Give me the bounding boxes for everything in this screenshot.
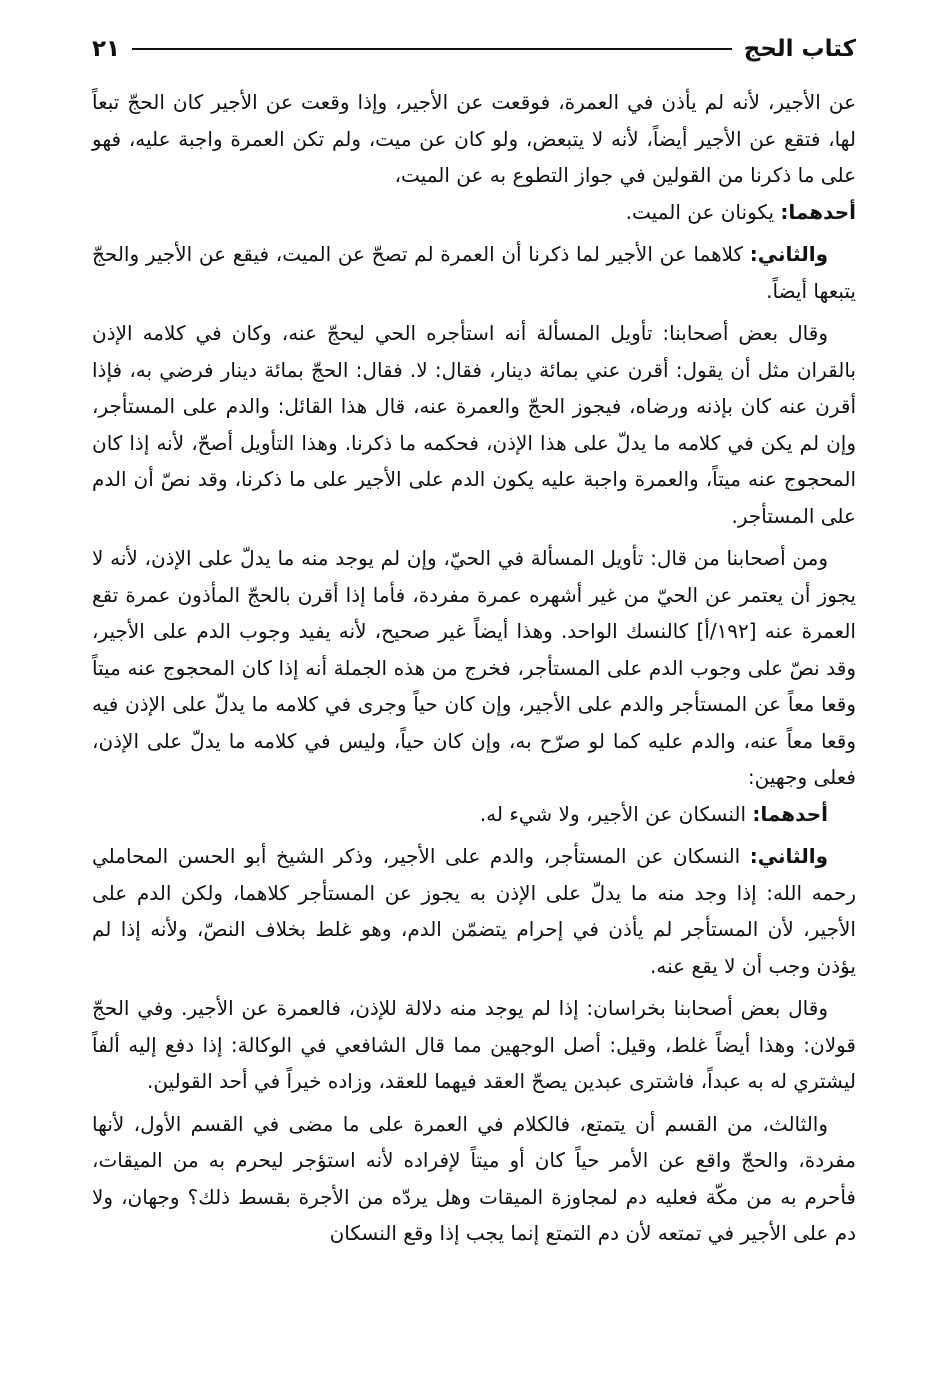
paragraph-text: وقال بعض أصحابنا: تأويل المسألة أنه استأجره الحي ليحجّ عنه، وكان في كلامه الإذن بالقران مثل أن يقول: أقرن عني بمائة دينار، فقال: لا. فقال: الحجّ بمائة دينار فرضي به، فإذا أقرن عنه كان بإذنه ورضاه، فيجوز الحجّ والعمرة عنه، قال هذا القائل: والدم على المستأجر، وإن لم يكن في كلامه ما يدلّ على هذا الإذن، فحكمه ما ذكرنا. وهذا التأويل أصحّ، لأنه إذا كان المحجوج عنه ميتاً، والعمرة واجبة عليه يكون الدم على الأجير على ما ذكرنا، وقد نصّ أن الدم على المستأجر. bbox=[92, 321, 856, 528]
page-number: ٢١ bbox=[92, 36, 121, 62]
paragraph-lead: والثاني: bbox=[749, 844, 828, 868]
paragraph-text: يكونان عن الميت. bbox=[625, 199, 781, 224]
running-header bbox=[92, 28, 856, 70]
paragraph bbox=[92, 84, 856, 194]
paragraph bbox=[92, 540, 856, 796]
paragraph-lead: أحدهما: bbox=[780, 199, 856, 224]
paragraph-text: ومن أصحابنا من قال: تأويل المسألة في الحيّ، وإن لم يوجد منه ما يدلّ على الإذن، لأنه لا يجوز أن يعتمر عن الحيّ من غير أشهره عمرة مفردة، فأما إذا أقرن بالحجّ المأذون عمرة تقع العمرة عنه [١٩٢/أ] كالنسك الواحد. وهذا أيضاً غير صحيح، لأنه يفيد وجوب الدم على الأجير، وقد نصّ على وجوب الدم على المستأجر، فخرج من هذه الجملة أنه إذا كان المحجوج عنه ميتاً وقعا معاً عن المستأجر والدم على الأجير، وإن كان حياً وجرى في كلامه ما يدلّ على الإذن فيه وقعا معاً عنه، والدم عليه كما لو صرّح به، وإن كان حياً، وليس في كلامه ما يدلّ على الإذن، فعلى وجهين: bbox=[92, 546, 856, 789]
page-body bbox=[92, 84, 856, 1252]
paragraph bbox=[92, 1106, 856, 1252]
paragraph-lead: والثاني: bbox=[749, 242, 828, 266]
paragraph bbox=[92, 315, 856, 534]
book-title: كتاب الحج bbox=[743, 36, 856, 62]
paragraph-text: عن الأجير، لأنه لم يأذن في العمرة، فوقعت عن الأجير، وإذا وقعت عن الأجير كان الحجّ تبعاً لها، فتقع عن الأجير أيضاً، لأنه لا يتبعض، ولو كان عن ميت، ولم تكن العمرة واجبة عليه، فهو على ما ذكرنا من القولين في جواز التطوع به عن الميت، bbox=[92, 90, 856, 187]
paragraph bbox=[92, 990, 856, 1100]
paragraph-text: النسكان عن الأجير، ولا شيء له. bbox=[479, 801, 753, 826]
paragraph bbox=[92, 194, 856, 231]
paragraph bbox=[92, 838, 856, 984]
paragraph bbox=[92, 236, 856, 309]
paragraph bbox=[92, 796, 856, 833]
paragraph-text: النسكان عن المستأجر، والدم على الأجير، وذكر الشيخ أبو الحسن المحاملي رحمه الله: إذا وجد منه ما يدلّ على الإذن به يجوز عن المستأجر كلاهما، ولكن الدم على الأجير، لأن المستأجر لم يأذن في إحرام يتضمّن الدم، وهو غلط بخلاف النصّ، ولأنه إذا لم يؤذن وجب أن لا يقع عنه. bbox=[92, 844, 856, 978]
paragraph-text: وقال بعض أصحابنا بخراسان: إذا لم يوجد منه دلالة للإذن، فالعمرة عن الأجير. وفي الحجّ قولان: وهذا أيضاً غلط، وقيل: أصل الوجهين مما قال الشافعي في الوكالة: إذا دفع إليه ألفاً ليشتري له به عبداً، فاشترى عبدين يصحّ العقد فيهما للعقد، وزاده خيراً في أحد القولين. bbox=[92, 996, 856, 1093]
header-rule bbox=[132, 48, 732, 50]
paragraph-lead: أحدهما: bbox=[752, 801, 828, 826]
paragraph-text: والثالث، من القسم أن يتمتع، فالكلام في العمرة على ما مضى في القسم الأول، لأنها مفردة، والحجّ واقع عن الأمر حياً كان أو ميتاً لإفراده لأنه استؤجر ليحرم به من الميقات، فأحرم به من مكّة فعليه دم لمجاوزة الميقات وهل يردّه من الأجرة بقسط ذلك؟ وجهان، ولا دم على الأجير في تمتعه لأن دم التمتع إنما يجب إذا وقع النسكان bbox=[92, 1111, 856, 1245]
paragraph-text: كلاهما عن الأجير لما ذكرنا أن العمرة لم تصحّ عن الميت، فيقع عن الأجير والحجّ يتبعها أيضاً. bbox=[92, 242, 856, 303]
